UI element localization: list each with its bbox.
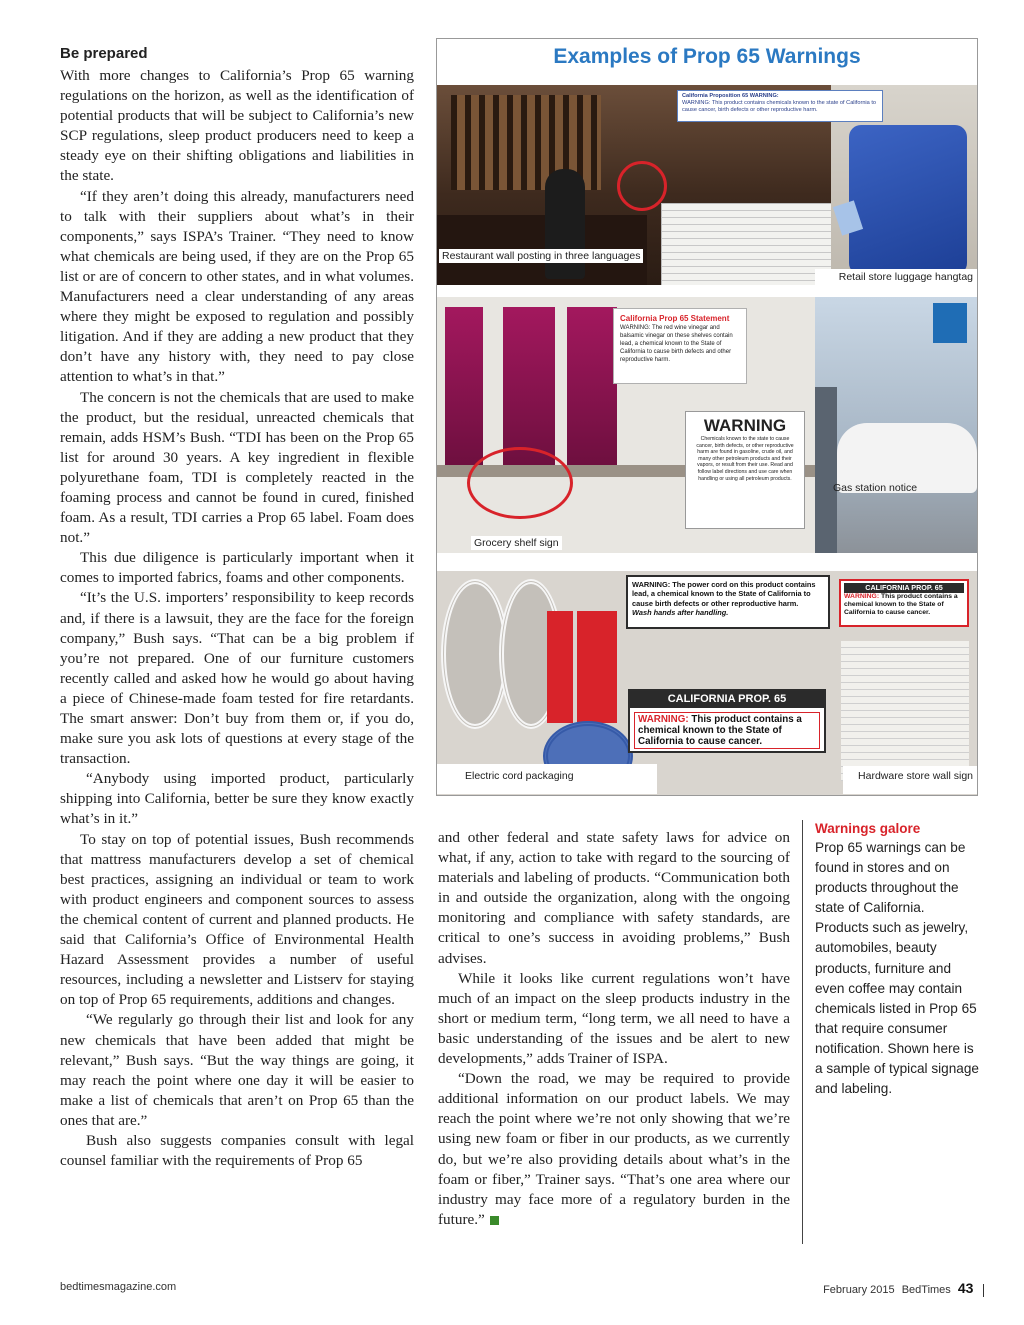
cord-sign-wash: Wash hands after handling.: [632, 608, 729, 618]
luggage-warning-sign: [677, 90, 883, 122]
footer-website: bedtimesmagazine.com: [60, 1281, 177, 1293]
sidebar-title: Warnings galore: [815, 821, 921, 836]
paragraph: [438, 1069, 790, 1230]
caption-luggage: Retail store luggage hangtag: [815, 269, 977, 289]
article-column-middle: [438, 828, 790, 1230]
grocery-sign-title: California Prop 65 Statement: [620, 314, 730, 323]
paragraph-text: “Down the road, we may be required to provide additional information on our product labels. We may reach the point where we’re not only showing that we’re using new foam or fiber in our products, as we currently do, but we’re also providing details about what’s in the foam or fiber,” Trainer says. “That’s one area where our industry may face more of a regulatory burden in the future.”: [438, 1070, 790, 1228]
cord-sign-text: WARNING: The power cord on this product contains lead, a chemical known to the State of California to cause birth defects or other reproductive harm.: [632, 580, 816, 608]
paragraph: To stay on top of potential issues, Bush recommends that mattress manufacturers develop a set of chemical best practices, assigning an individual or team to work with product engineers and component sources to assess the chemical content of current and planned products. He said that California’s Office of Environmental Health Hazard Assessment provides a number of useful resources, including a newsletter and Listserv for staying on top of Prop 65 requirements, additions and changes.: [60, 830, 414, 1009]
paragraph: While it looks like current regulations won’t have much of an impact on the sleep products industry in the short or medium term, “long term, we all need to have a basic understanding of the issues and be alert to new developments,” adds Trainer of ISPA.: [438, 969, 790, 1068]
prop65-label-body: [634, 712, 820, 749]
paragraph: “Anybody using imported product, particularly shipping into California, better be sure they know exactly what’s in it.”: [60, 770, 414, 828]
caption-restaurant: Restaurant wall posting in three languages: [439, 249, 643, 263]
price-sign: [933, 303, 967, 343]
article-column-left: [60, 66, 414, 1171]
end-mark-icon: [490, 1216, 499, 1225]
gas-warning-sign: [685, 411, 805, 529]
caption-grocery: Grocery shelf sign: [471, 536, 562, 550]
gas-station-photo: [815, 297, 977, 553]
pump-shape: [815, 387, 837, 553]
paragraph: With more changes to California’s Prop 65 warning regulations on the horizon, as well as the identification of potential products that will be subject to California’s new SCP regulations, sleep product producers need to keep a steady eye on their shifting obligations and liabilities in the state.: [60, 67, 414, 185]
zoom-circle-icon: [617, 161, 667, 211]
sidebar-text: Prop 65 warnings can be found in stores and on products throughout the state of California. Products such as jewelry, automobiles, beauty products, furniture and even coffee may contain chemicals listed in Prop 65 that require consumer notification. Shown here is a sample of typical signage and labeling.: [815, 840, 979, 1097]
footer-issue: February 2015: [823, 1284, 895, 1296]
cord-warning-sign: [626, 575, 830, 629]
paragraph: This due diligence is particularly important when it comes to imported fabrics, foams and other components.: [60, 549, 414, 587]
paragraph: “It’s the U.S. importers’ responsibility to keep records and, if there is a lawsuit, they are the face for the foreign company,” Bush says. “That can be a big problem if you’re not prepared. One of our furniture customers recently called and asked how he would go about having a piece of Chinese-made foam tested for fire retardants. The smart answer: Don’t buy from them or, if you do, make sure you ask lots of questions at every stage of the transaction.: [60, 589, 414, 768]
page-number: 43: [957, 1280, 974, 1296]
gas-sign-text: Chemicals known to the state to cause cancer, birth defects, or other reproductive harm are found in gasoline, crude oil, and many other petroleum products and their vapors, or result from their use. Read and follow label directions and use care when handling or using all petroleum products.: [696, 436, 794, 482]
paragraph: “If they aren’t doing this already, manufacturers need to talk with their suppliers about what’s in their components,” says ISPA’s Trainer. “They need to know what chemicals are being used, if they are on the Prop 65 list or are of concern to other states, and in what volumes. Manufacturers need a clear understanding of any areas where they might be exposed to regulation and possibly litigation. And if they are adding a new product that they don’t have any history with, they need to pay close attention to what’s in that.”: [60, 187, 414, 386]
vinegar-bottle-3: [567, 307, 617, 465]
hardware-label-title: CALIFORNIA PROP. 65: [844, 583, 964, 593]
prop65-label-warning: WARNING:: [638, 714, 689, 725]
prop65-label: [628, 689, 826, 753]
luggage-sign-text: WARNING: This product contains chemicals known to the state of California to cause cancer, birth defects or other reproductive harm.: [682, 99, 877, 113]
footer-divider: [983, 1284, 985, 1297]
prop65-figure: [436, 38, 978, 796]
hardware-label-text: This product contains a chemical known to the State of California to cause cancer.: [844, 593, 958, 616]
grocery-sign-text: WARNING: The red wine vinegar and balsamic vinegar on these shelves contain lead, a chemical known to the State of California to cause birth defects and other reproductive harm.: [620, 325, 733, 363]
zoom-circle-icon: [467, 447, 573, 519]
paragraph: Bush also suggests companies consult with legal counsel familiar with the requirements of Prop 65: [60, 1131, 414, 1170]
caption-cord: Electric cord packaging: [437, 764, 657, 794]
cord-package-1: [547, 611, 573, 723]
vinegar-bottle-2: [503, 307, 555, 465]
restaurant-sign-poster: [661, 203, 835, 285]
caption-hardware: Hardware store wall sign: [843, 766, 977, 794]
caption-gas: Gas station notice: [833, 482, 918, 494]
figure-title: Examples of Prop 65 Warnings: [553, 45, 861, 68]
luggage-bag: [849, 125, 967, 275]
section-heading: Be prepared: [60, 45, 148, 62]
paragraph: “We regularly go through their list and look for any new chemicals that have been added that might be relevant,” Bush says. “But the way things are going, it may reach the point where one day it will be easier to make a list of chemicals that aren’t on Prop 65 than the ones that are.”: [60, 1011, 414, 1129]
grocery-warning-sign: [613, 308, 747, 384]
prop65-label-title: CALIFORNIA PROP. 65: [630, 691, 824, 708]
luggage-sign-title: California Proposition 65 WARNING:: [682, 93, 779, 99]
footer-page-info: [823, 1280, 984, 1297]
gas-sign-title: WARNING: [703, 416, 787, 435]
hardware-warning-label: [839, 579, 969, 627]
hardware-label-warning: WARNING:: [844, 593, 880, 600]
cord-package-2: [577, 611, 617, 723]
footer-magazine: BedTimes: [901, 1284, 951, 1296]
wall-sign-sheet: [841, 641, 969, 781]
sidebar-caption: [802, 820, 980, 1244]
paragraph: and other federal and state safety laws for advice on what, if any, action to take with regard to the sourcing of materials and labeling of products. “Communication both in and outside the organization, along with the ongoing monitoring and compliance with safety standards, are critical to one’s success in avoiding problems,” Bush advises.: [438, 829, 790, 967]
paragraph: The concern is not the chemicals that are used to make the product, but the residual, unreacted chemicals that remain, adds HSM’s Bush. “TDI has been on the Prop 65 list for around 30 years. A key ingredient in flexible polyurethane foam, TDI is completely reacted in the foaming process and cannot be found in cured, finished foam. As a result, TDI carries a Prop 65 label. Foam does not.”: [60, 388, 414, 547]
prop65-label-text: This product contains a chemical known to the State of California to cause cancer.: [638, 714, 802, 747]
vinegar-bottle-1: [445, 307, 483, 465]
hardware-label-body: [844, 593, 964, 616]
